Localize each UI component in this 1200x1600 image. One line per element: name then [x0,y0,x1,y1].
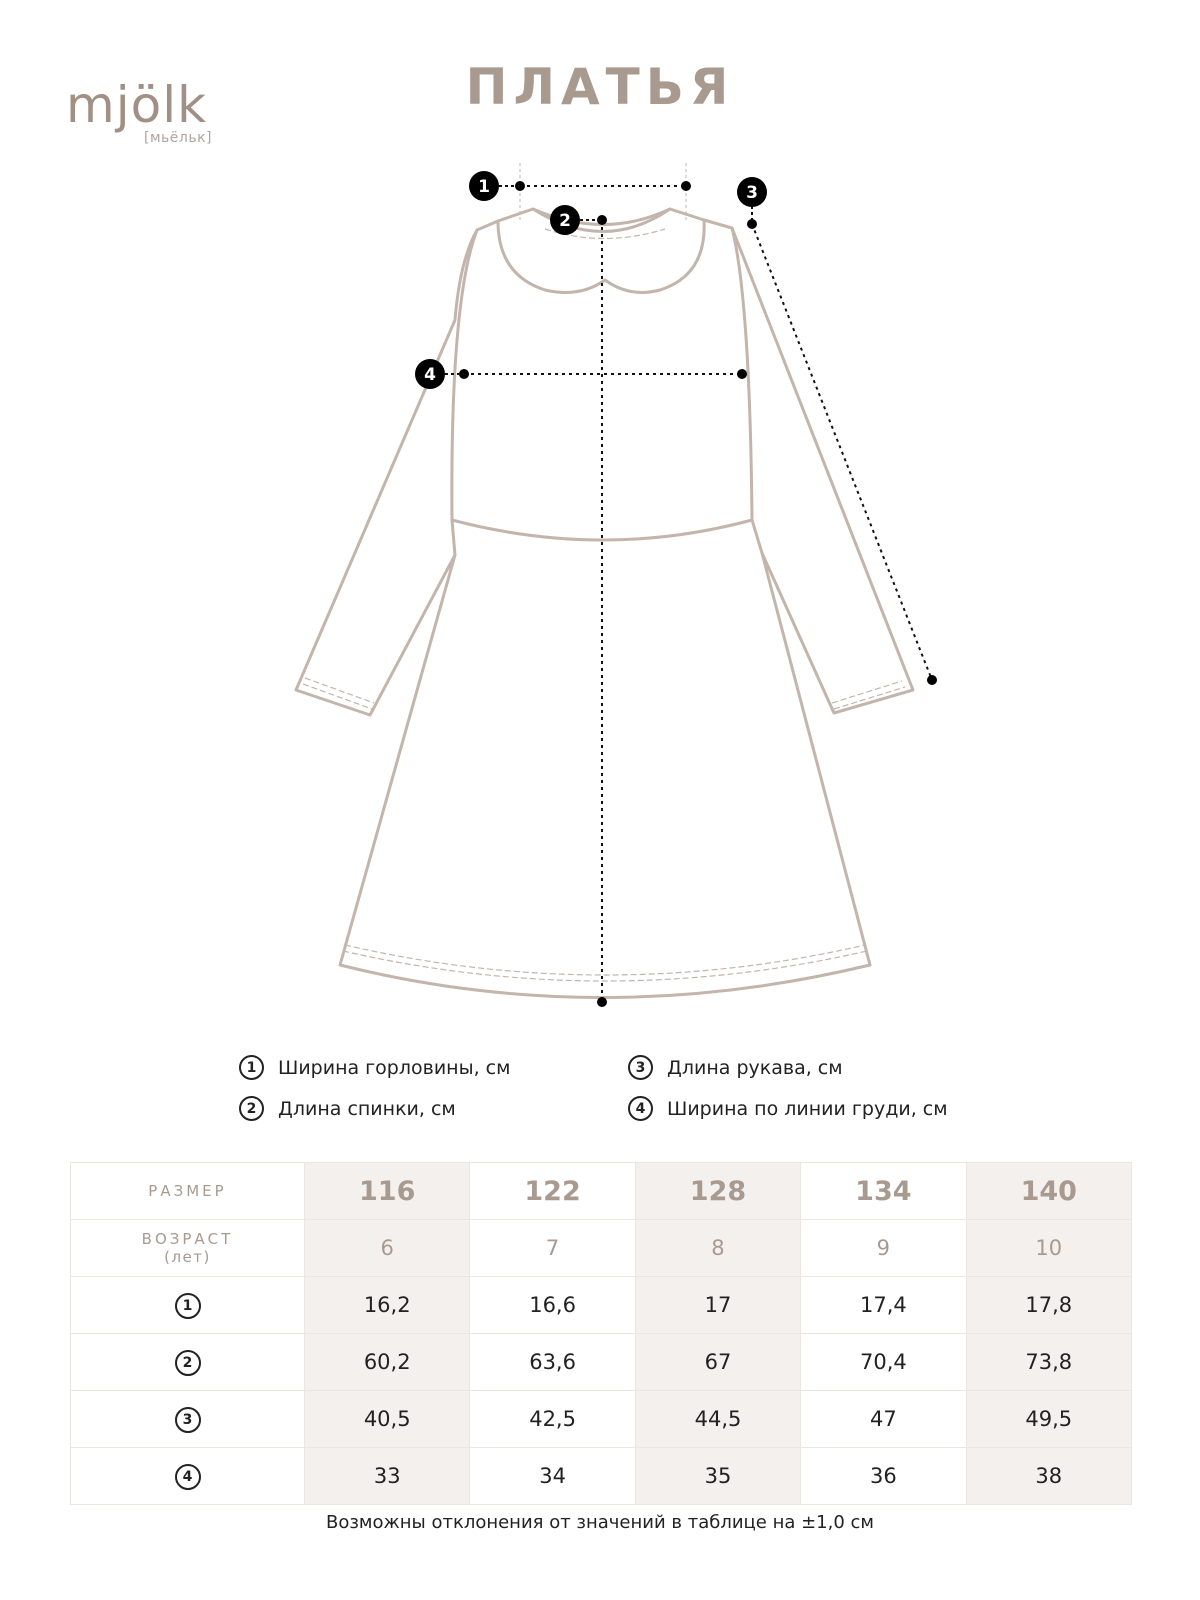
value-cell: 17 [635,1277,800,1334]
row-header [71,1334,305,1391]
value-cell: 17,8 [966,1277,1131,1334]
row-number-badge: 3 [175,1407,201,1433]
size-cell: 140 [966,1163,1131,1220]
sleeve-length-line [752,224,932,680]
age-unit: (лет) [164,1248,211,1266]
dress-outline [296,209,913,998]
value-cell: 36 [801,1448,966,1505]
value-cell: 34 [470,1448,635,1505]
legend-item-neck-width [239,1055,510,1080]
marker-leaders [445,186,752,374]
age-cell: 7 [470,1220,635,1277]
row-number-badge: 1 [175,1293,201,1319]
table-row [71,1277,1132,1334]
size-cell: 134 [801,1163,966,1220]
legend-badge: 2 [239,1096,264,1121]
value-cell: 33 [305,1448,470,1505]
size-row [71,1163,1132,1220]
legend-label: Длина спинки, см [278,1097,456,1120]
legend-badge: 4 [628,1096,653,1121]
value-cell: 49,5 [966,1391,1131,1448]
age-cell: 9 [801,1220,966,1277]
legend-label: Ширина по линии груди, см [667,1097,948,1120]
svg-text:4: 4 [424,365,436,385]
value-cell: 67 [635,1334,800,1391]
size-cell: 122 [470,1163,635,1220]
value-cell: 73,8 [966,1334,1131,1391]
value-cell: 16,6 [470,1277,635,1334]
marker-2 [550,205,580,235]
legend-item-sleeve-length [628,1055,843,1080]
legend-label: Ширина горловины, см [278,1056,511,1079]
age-row [71,1220,1132,1277]
measurement-legend [0,1055,1200,1145]
marker-3 [737,177,767,207]
marker-1 [469,171,499,201]
svg-text:2: 2 [559,211,571,231]
footnote: Возможны отклонения от значений в таблице на ±1,0 см [326,1512,874,1533]
size-table [70,1162,1132,1505]
row-header [71,1277,305,1334]
value-cell: 70,4 [801,1334,966,1391]
age-header [71,1220,305,1277]
svg-text:1: 1 [478,177,490,197]
row-header [71,1391,305,1448]
value-cell: 38 [966,1448,1131,1505]
table-row [71,1334,1132,1391]
marker-4 [415,359,445,389]
value-cell: 40,5 [305,1391,470,1448]
row-number-badge: 4 [175,1464,201,1490]
value-cell: 44,5 [635,1391,800,1448]
value-cell: 16,2 [305,1277,470,1334]
row-header [71,1448,305,1505]
legend-badge: 3 [628,1055,653,1080]
brand-name: mjölk [66,76,208,134]
table-row [71,1448,1132,1505]
legend-label: Длина рукава, см [667,1056,843,1079]
age-cell: 10 [966,1220,1131,1277]
legend-item-chest-width [628,1096,948,1121]
legend-badge: 1 [239,1055,264,1080]
value-cell: 47 [801,1391,966,1448]
marker-badges [415,171,767,389]
size-cell: 128 [635,1163,800,1220]
brand-subtitle: [мьёльк] [144,130,213,146]
age-label: ВОЗРАСТ [141,1230,234,1248]
size-cell: 116 [305,1163,470,1220]
value-cell: 17,4 [801,1277,966,1334]
value-cell: 63,6 [470,1334,635,1391]
legend-item-back-length [239,1096,456,1121]
value-cell: 35 [635,1448,800,1505]
page-title: ПЛАТЬЯ [465,58,735,116]
value-cell: 60,2 [305,1334,470,1391]
size-header: РАЗМЕР [71,1163,305,1220]
row-number-badge: 2 [175,1350,201,1376]
age-cell: 8 [635,1220,800,1277]
value-cell: 42,5 [470,1391,635,1448]
svg-text:3: 3 [746,183,758,203]
stitch-lines [303,229,905,981]
measure-points [459,181,937,1007]
measure-lines [464,186,932,1002]
age-cell: 6 [305,1220,470,1277]
table-row [71,1391,1132,1448]
